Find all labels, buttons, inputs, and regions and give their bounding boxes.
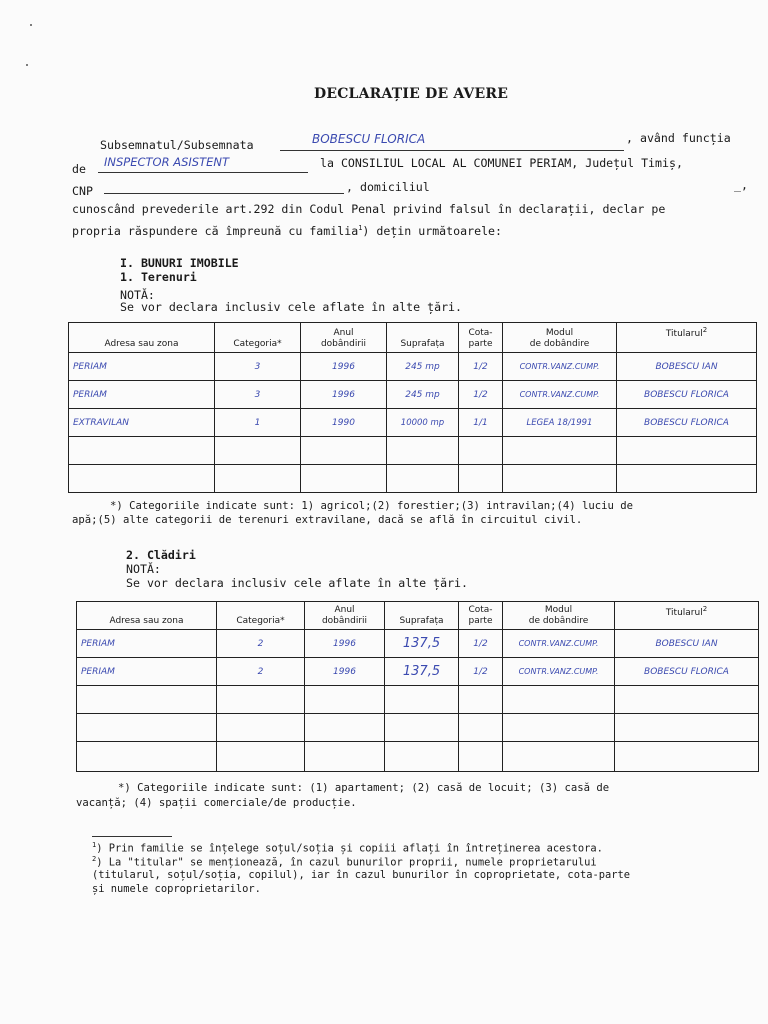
intro-label-function: , având funcția [626, 131, 731, 145]
footnote-1: $^1$) Prin familie se înțelege soțul/soția și copiii aflați în întreținerea acestora. [92, 841, 603, 855]
cell-share: 1/2 [459, 381, 503, 409]
subsection-buildings: 2. Clădiri [126, 548, 196, 562]
intro-institution: la CONSILIUL LOCAL AL COMUNEI PERIAM, Județul Timiș, [320, 156, 683, 170]
col-header-mode: Modul de dobândire [503, 323, 617, 353]
cell-address: PERIAM [77, 658, 217, 686]
cell-owner: BOBESCU FLORICA [615, 658, 759, 686]
cell-category: 3 [215, 353, 301, 381]
buildings-table [76, 601, 759, 772]
intro-legal-line: cunoscând prevederile art.292 din Codul Penal privind falsul în declarații, declar pe [72, 202, 666, 216]
document-title: DECLARAȚIE DE AVERE [314, 86, 509, 102]
cell-share: 1/2 [459, 630, 503, 658]
table-row [69, 381, 757, 409]
col-header-category: Categoria* [215, 323, 301, 353]
land-categories-note-l2: apă;(5) alte categorii de terenuri extravilane, dacă se află în circuitul civil. [72, 514, 583, 526]
col-header-owner: Titularul$^2$ [615, 602, 759, 630]
col-header-year: Anul dobândirii [305, 602, 385, 630]
position-underline [98, 172, 308, 173]
footnote-2-l2: (titularul, soțul/soția, copilul), iar în cazul bunurilor în coproprietate, cota-parte [92, 869, 630, 881]
cell-mode: CONTR.VANZ.CUMP. [503, 353, 617, 381]
table-row-empty [69, 437, 757, 465]
cell-mode: CONTR.VANZ.CUMP. [503, 381, 617, 409]
cell-category: 2 [217, 630, 305, 658]
land-table [68, 322, 757, 493]
col-header-address: Adresa sau zona [69, 323, 215, 353]
table-row-empty [77, 714, 759, 742]
cell-owner: BOBESCU IAN [615, 630, 759, 658]
intro-label-name: Subsemnatul/Subsemnata [100, 138, 254, 152]
declarant-position: INSPECTOR ASISTENT [104, 155, 230, 169]
footnote-separator [92, 836, 172, 837]
col-header-mode: Modul de dobândire [503, 602, 615, 630]
intro-label-cnp: CNP [72, 184, 93, 198]
cell-mode: CONTR.VANZ.CUMP. [503, 658, 615, 686]
table-header-row [69, 323, 757, 353]
cell-year: 1996 [301, 353, 387, 381]
name-underline [280, 150, 624, 151]
cell-owner: BOBESCU FLORICA [617, 409, 757, 437]
table-row-empty [77, 686, 759, 714]
cell-mode: CONTR.VANZ.CUMP. [503, 630, 615, 658]
cell-area: 137,5 [385, 630, 459, 658]
land-categories-note-l1: *) Categoriile indicate sunt: 1) agricol;(2) forestier;(3) intravilan;(4) luciu de [110, 500, 633, 512]
nota-text: Se vor declara inclusiv cele aflate în alte țări. [120, 300, 463, 314]
cell-year: 1996 [305, 658, 385, 686]
col-header-area: Suprafața [387, 323, 459, 353]
cell-address: PERIAM [69, 381, 215, 409]
table-row-empty [77, 742, 759, 772]
col-header-address: Adresa sau zona [77, 602, 217, 630]
declarant-name: BOBESCU FLORICA [312, 132, 426, 146]
table-row-empty [69, 465, 757, 493]
cell-area: 10000 mp [387, 409, 459, 437]
cell-area: 245 mp [387, 381, 459, 409]
cnp-underline [104, 193, 344, 194]
cell-category: 3 [215, 381, 301, 409]
cell-address: PERIAM [77, 630, 217, 658]
building-categories-note-l2: vacanță; (4) spații comerciale/de producție. [76, 797, 357, 809]
scan-speck [26, 64, 28, 66]
cell-share: 1/1 [459, 409, 503, 437]
cell-area: 137,5 [385, 658, 459, 686]
intro-label-de: de [72, 162, 86, 176]
intro-label-domicile: , domiciliul [346, 180, 430, 194]
table-row [69, 353, 757, 381]
col-header-share: Cota- parte [459, 323, 503, 353]
nota-label: NOTĂ: [126, 562, 161, 576]
intro-family-line: propria răspundere că împreună cu familia$^1$) dețin următoarele: [72, 224, 503, 238]
cell-share: 1/2 [459, 658, 503, 686]
table-row [77, 630, 759, 658]
footnote-2-l1: $^2$) La "titular" se menționează, în cazul bunurilor proprii, numele proprietarului [92, 855, 597, 869]
intro-domicile-blank: _, [734, 178, 748, 192]
nota-label: NOTĂ: [120, 288, 155, 302]
cell-category: 2 [217, 658, 305, 686]
building-categories-note-l1: *) Categoriile indicate sunt: (1) apartament; (2) casă de locuit; (3) casă de [118, 782, 610, 794]
scan-speck [30, 24, 32, 26]
footnote-2-l3: și numele coproprietarilor. [92, 883, 261, 895]
col-header-area: Suprafața [385, 602, 459, 630]
nota-text: Se vor declara inclusiv cele aflate în alte țări. [126, 576, 469, 590]
cell-year: 1996 [305, 630, 385, 658]
cell-owner: BOBESCU FLORICA [617, 381, 757, 409]
cell-area: 245 mp [387, 353, 459, 381]
table-row [77, 658, 759, 686]
section-heading-real-estate: I. BUNURI IMOBILE [120, 256, 239, 270]
cell-mode: LEGEA 18/1991 [503, 409, 617, 437]
table-row [69, 409, 757, 437]
col-header-year: Anul dobândirii [301, 323, 387, 353]
cell-address: PERIAM [69, 353, 215, 381]
cell-address: EXTRAVILAN [69, 409, 215, 437]
table-header-row [77, 602, 759, 630]
col-header-share: Cota- parte [459, 602, 503, 630]
cell-year: 1990 [301, 409, 387, 437]
cell-owner: BOBESCU IAN [617, 353, 757, 381]
subsection-land: 1. Terenuri [120, 270, 197, 284]
cell-year: 1996 [301, 381, 387, 409]
cell-share: 1/2 [459, 353, 503, 381]
cell-category: 1 [215, 409, 301, 437]
col-header-owner: Titularul$^2$ [617, 323, 757, 353]
col-header-category: Categoria* [217, 602, 305, 630]
